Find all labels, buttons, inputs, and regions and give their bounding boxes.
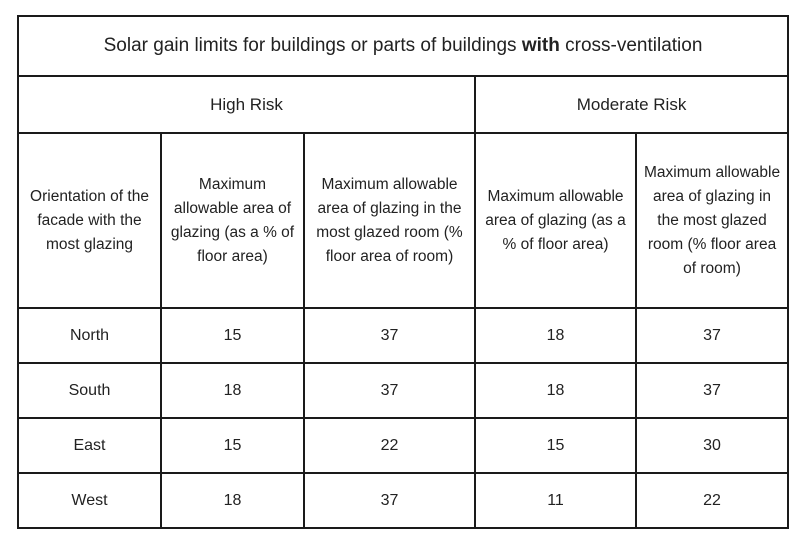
cell-high-area: 15 [161,308,304,363]
cell-high-area: 18 [161,363,304,418]
table-title-prefix: Solar gain limits for buildings or parts of buildings [103,35,522,56]
table-title-emphasis: with [521,35,560,56]
group-moderate-risk: Moderate Risk [475,76,788,133]
cell-high-room: 37 [304,473,475,528]
col-header-high-max-area: Maximum allowable area of glazing (as a % of floor area) [161,133,304,308]
table-row [18,418,788,473]
cell-mod-area: 18 [475,363,636,418]
cell-high-room: 37 [304,308,475,363]
col-header-high-max-room: Maximum allowable area of glazing in the most glazed room (% floor area of room) [304,133,475,308]
title-row [18,16,788,76]
table-row [18,363,788,418]
cell-high-area: 15 [161,418,304,473]
col-header-mod-max-room: Maximum allowable area of glazing in the most glazed room (% floor area of room) [636,133,788,308]
table-title-suffix: cross-ventilation [559,35,703,56]
col-header-orientation: Orientation of the facade with the most glazing [18,133,161,308]
cell-orientation: East [18,418,161,473]
group-header-row [18,76,788,133]
col-header-mod-max-area: Maximum allowable area of glazing (as a % of floor area) [475,133,636,308]
cell-mod-room: 30 [636,418,788,473]
cell-high-room: 22 [304,418,475,473]
cell-orientation: South [18,363,161,418]
cell-mod-room: 37 [636,308,788,363]
cell-high-room: 37 [304,363,475,418]
cell-mod-room: 37 [636,363,788,418]
cell-orientation: West [18,473,161,528]
cell-mod-area: 18 [475,308,636,363]
table-title [18,16,788,76]
solar-gain-table [17,15,789,529]
column-header-row [18,133,788,308]
group-high-risk: High Risk [18,76,475,133]
cell-mod-area: 15 [475,418,636,473]
cell-high-area: 18 [161,473,304,528]
table-row [18,308,788,363]
cell-mod-area: 11 [475,473,636,528]
cell-mod-room: 22 [636,473,788,528]
table-row [18,473,788,528]
cell-orientation: North [18,308,161,363]
